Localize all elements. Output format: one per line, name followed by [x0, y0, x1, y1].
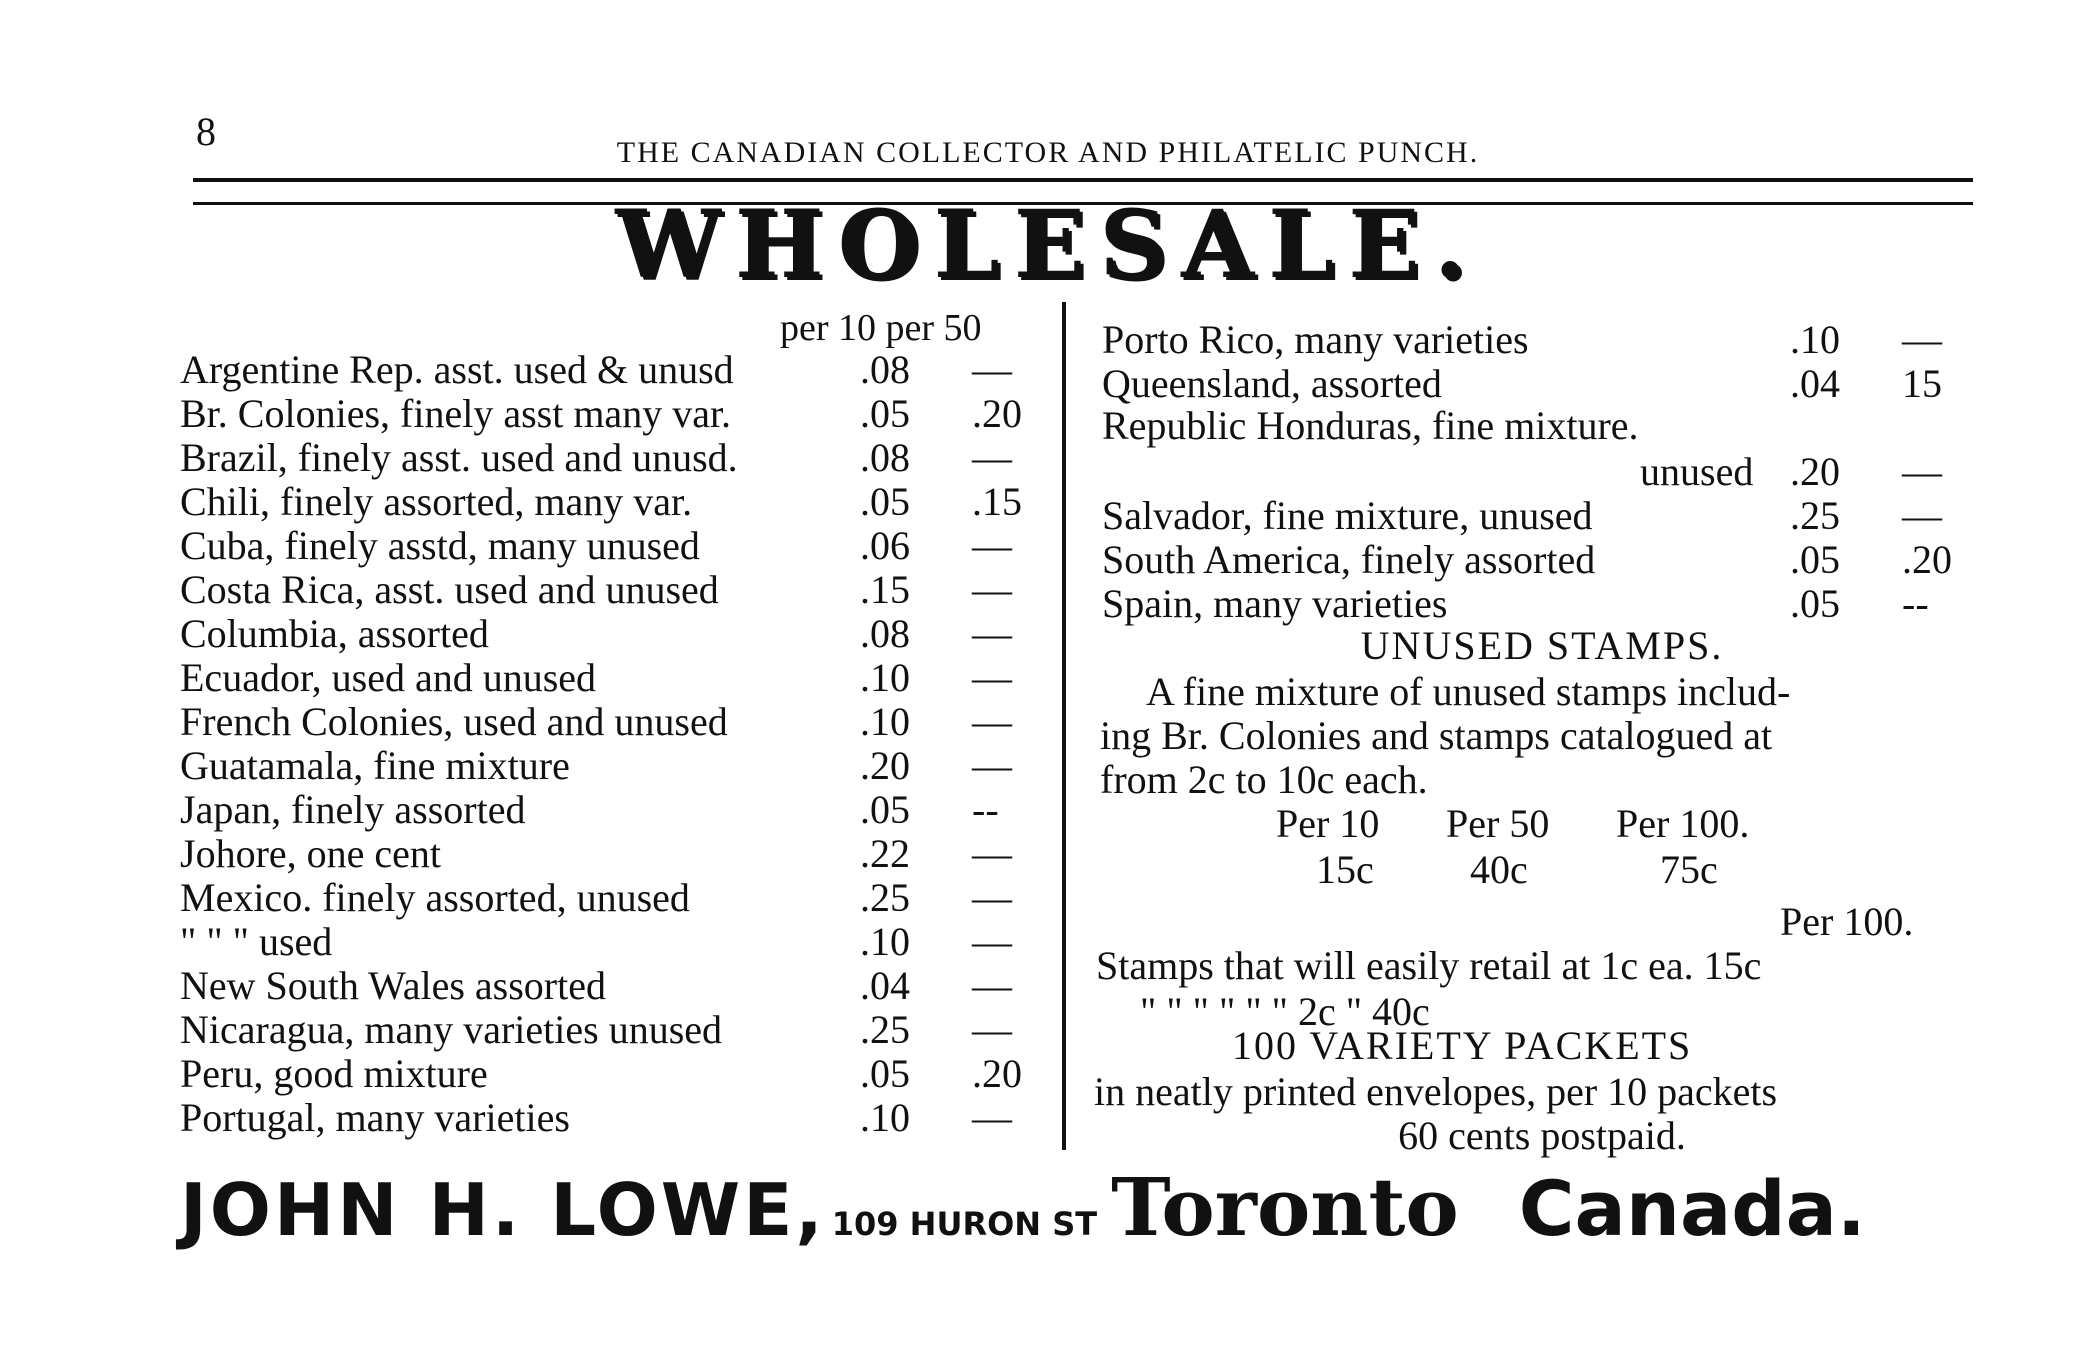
- left-price-row: [180, 434, 1050, 478]
- retail-line-2: " " " " " " 2c " 40c: [1140, 989, 1430, 1034]
- price-per-10: .05: [860, 787, 910, 832]
- price-per-10: .22: [860, 831, 910, 876]
- price-per-50: —: [972, 699, 1012, 744]
- per100-label: Per 100.: [1780, 899, 1914, 944]
- page-title: WHOLESALE.: [615, 190, 1481, 300]
- advertiser-footer: [180, 1160, 1866, 1254]
- stamp-name: Ecuador, used and unused: [180, 655, 597, 700]
- left-price-row: [180, 874, 1050, 918]
- price-per-50: —: [1902, 317, 1942, 362]
- stamp-name: Republic Honduras, fine mixture.: [1102, 403, 1639, 448]
- qty-header-per50: Per 50: [1446, 801, 1550, 846]
- right-price-row: [1102, 580, 1982, 624]
- advertiser-name: JOHN H. LOWE,: [180, 1168, 826, 1252]
- price-per-10: .15: [860, 567, 910, 612]
- qty-price-per50: 40c: [1470, 847, 1528, 892]
- price-per-10: .05: [1790, 581, 1840, 626]
- price-per-10: .25: [860, 875, 910, 920]
- stamp-name: Costa Rica, asst. used and unused: [180, 567, 719, 612]
- price-per-10: .10: [860, 655, 910, 700]
- stamp-name: Salvador, fine mixture, unused: [1102, 493, 1593, 538]
- stamp-name: French Colonies, used and unused: [180, 699, 728, 744]
- right-price-row: [1102, 402, 1982, 446]
- right-price-row: [1102, 360, 1982, 404]
- price-per-50: --: [1902, 581, 1929, 626]
- right-price-row: [1102, 316, 1982, 360]
- stamp-name: Columbia, assorted: [180, 611, 489, 656]
- price-per-50: .15: [972, 479, 1022, 524]
- stamp-name: Nicaragua, many varieties unused: [180, 1007, 723, 1052]
- price-per-10: .05: [860, 391, 910, 436]
- packets-text-line-2: 60 cents postpaid.: [1398, 1113, 1686, 1158]
- price-per-50: —: [972, 875, 1012, 920]
- unused-stamps-heading: UNUSED STAMPS.: [1360, 623, 1724, 668]
- stamp-name: Johore, one cent: [180, 831, 442, 876]
- left-price-row: [180, 1006, 1050, 1050]
- stamp-name: Portugal, many varieties: [180, 1095, 570, 1140]
- price-per-10: .10: [860, 1095, 910, 1140]
- price-per-50: 15: [1902, 361, 1942, 406]
- price-per-10: .10: [860, 699, 910, 744]
- left-price-row: [180, 698, 1050, 742]
- stamp-name: Cuba, finely asstd, many unused: [180, 523, 700, 568]
- left-price-row: [180, 742, 1050, 786]
- advertiser-address: 109 HURON ST: [831, 1205, 1098, 1243]
- price-per-10: .04: [1790, 361, 1840, 406]
- left-price-row: [180, 830, 1050, 874]
- price-per-50: —: [972, 611, 1012, 656]
- unused-text-line-3: from 2c to 10c each.: [1100, 757, 1428, 802]
- stamp-name: Porto Rico, many varieties: [1102, 317, 1529, 362]
- price-per-10: .08: [860, 435, 910, 480]
- qty-price-per10: 15c: [1316, 847, 1374, 892]
- left-price-row: [180, 1050, 1050, 1094]
- unused-text-line-1: A fine mixture of unused stamps includ-: [1146, 669, 1791, 714]
- price-per-10: .08: [860, 611, 910, 656]
- left-price-header: per 10 per 50: [780, 307, 982, 349]
- price-per-10: .08: [860, 347, 910, 392]
- left-price-row: [180, 478, 1050, 522]
- price-per-50: —: [1902, 449, 1942, 494]
- price-per-50: —: [972, 1095, 1012, 1140]
- advertiser-city: Toronto: [1111, 1160, 1459, 1254]
- price-per-50: —: [972, 1007, 1012, 1052]
- left-price-row: [180, 962, 1050, 1006]
- stamp-name: Guatamala, fine mixture: [180, 743, 570, 788]
- price-per-10: .05: [1790, 537, 1840, 582]
- packets-text-line-1: in neatly printed envelopes, per 10 packets: [1094, 1069, 1778, 1114]
- stamp-name: Br. Colonies, finely asst many var.: [180, 391, 732, 436]
- price-per-10: .25: [860, 1007, 910, 1052]
- stamp-name: South America, finely assorted: [1102, 537, 1596, 582]
- price-per-10: .10: [1790, 317, 1840, 362]
- price-per-50: .20: [972, 391, 1022, 436]
- column-divider: [1062, 302, 1066, 1150]
- left-price-row: [180, 566, 1050, 610]
- right-price-row: [1102, 448, 1982, 492]
- price-per-10: .04: [860, 963, 910, 1008]
- left-price-row: [180, 1094, 1050, 1138]
- left-price-row: [180, 654, 1050, 698]
- left-price-row: [180, 918, 1050, 962]
- price-per-50: .20: [1902, 537, 1952, 582]
- price-per-50: —: [1902, 493, 1942, 538]
- unused-text-line-2: ing Br. Colonies and stamps catalogued at: [1100, 713, 1773, 758]
- stamp-name: Chili, finely assorted, many var.: [180, 479, 693, 524]
- stamp-name: unused: [1640, 449, 1754, 494]
- stamp-name: " " " used: [180, 919, 333, 964]
- stamp-name: Argentine Rep. asst. used & unusd: [180, 347, 734, 392]
- price-per-10: .06: [860, 523, 910, 568]
- price-per-10: .25: [1790, 493, 1840, 538]
- qty-header-per10: Per 10: [1276, 801, 1380, 846]
- price-per-50: --: [972, 787, 999, 832]
- left-price-row: [180, 346, 1050, 390]
- price-per-50: —: [972, 919, 1012, 964]
- price-per-50: —: [972, 743, 1012, 788]
- left-price-row: [180, 786, 1050, 830]
- price-per-10: .10: [860, 919, 910, 964]
- stamp-name: Brazil, finely asst. used and unusd.: [180, 435, 738, 480]
- variety-packets-heading: 100 VARIETY PACKETS: [1232, 1023, 1693, 1068]
- price-per-50: —: [972, 963, 1012, 1008]
- price-per-50: —: [972, 655, 1012, 700]
- stamp-name: Spain, many varieties: [1102, 581, 1448, 626]
- left-price-row: [180, 610, 1050, 654]
- stamp-name: New South Wales assorted: [180, 963, 606, 1008]
- price-per-10: .20: [1790, 449, 1840, 494]
- stamp-name: Peru, good mixture: [180, 1051, 488, 1096]
- price-per-50: —: [972, 523, 1012, 568]
- page-number: 8: [196, 109, 216, 154]
- stamp-name: Mexico. finely assorted, unused: [180, 875, 690, 920]
- price-per-10: .05: [860, 479, 910, 524]
- qty-price-per100: 75c: [1660, 847, 1718, 892]
- price-per-50: —: [972, 347, 1012, 392]
- stamp-name: Japan, finely assorted: [180, 787, 526, 832]
- retail-line-1: Stamps that will easily retail at 1c ea. 15c: [1096, 943, 1762, 988]
- stamp-name: Queensland, assorted: [1102, 361, 1442, 406]
- advertiser-country: Canada.: [1518, 1164, 1866, 1253]
- price-per-50: —: [972, 831, 1012, 876]
- price-per-10: .05: [860, 1051, 910, 1096]
- price-per-10: .20: [860, 743, 910, 788]
- qty-header-per100: Per 100.: [1616, 801, 1750, 846]
- price-per-50: —: [972, 567, 1012, 612]
- price-per-50: .20: [972, 1051, 1022, 1096]
- left-price-row: [180, 522, 1050, 566]
- header-rule: [193, 178, 1973, 182]
- running-head: THE CANADIAN COLLECTOR AND PHILATELIC PUNCH.: [616, 136, 1480, 169]
- left-price-row: [180, 390, 1050, 434]
- right-price-row: [1102, 492, 1982, 536]
- right-price-row: [1102, 536, 1982, 580]
- price-per-50: —: [972, 435, 1012, 480]
